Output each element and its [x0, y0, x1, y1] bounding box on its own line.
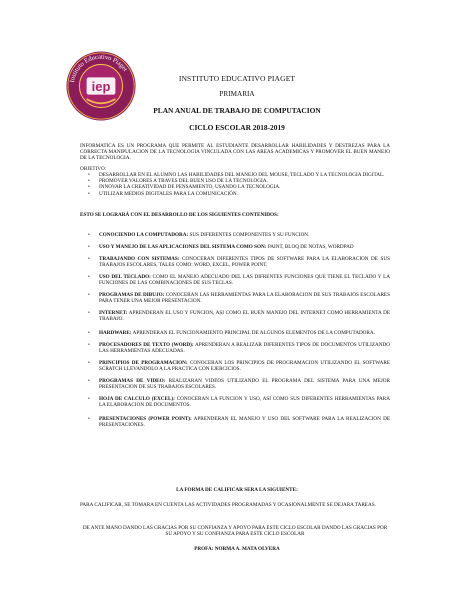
- content-item: • PRESENTACIONES (POWER POINT): APRENDERAN EL MANEJO Y USO DEL SOFTWARE PARA LA REALIZACION DE PRESENTACIONES.: [88, 416, 390, 429]
- school-level: PRIMARIA: [219, 90, 255, 98]
- logo-center-text: iep: [91, 79, 111, 95]
- bullet-icon: •: [88, 341, 90, 348]
- content-item: • USO DEL TECLADO: COMO EL MANEJO ADECUADO DEL LAS DIFRENTES FUNCIONES QUE TIENE EL TECLADO Y LA FUNCIONES DE LAS COMBINACIONES DE SUS TECLAS.: [88, 273, 390, 286]
- bullet-icon: •: [88, 377, 90, 384]
- objective-item: • PROMOVER VALORES A TRAVES DEL BUEN USO DE LA TECNOLOGIA.: [88, 178, 268, 185]
- content-item: • PROGRAMAS DE VIDEO: REALIZARAN VIDEOS UTILIZANDO EL PROGRAMA DEL SISTEMA PARA UNA MEJOR PRESENTACION DE SUS TRABAJOS ESCOLARES.: [88, 377, 390, 390]
- bullet-icon: •: [88, 184, 90, 191]
- intro-paragraph: INFORMATICA ES UN PROGRAMA QUE PERMITE AL ESTUDIANTE DESARROLLAR HABILIDADES Y DESTREZAS PARA LA CORRECTA MANIPULACION DE LA TECNOLOGIA VINCULADA CON LAS AREAS ACADEMICAS Y PROMOVER EL BUEN MANEJO DE LA TECNOLOGIA.: [80, 143, 390, 162]
- content-item: • HARDWARE: APRENDERAN EL FUNCIONAMIENTO PRINCIPAL DE ALGUNOS ELEMENTOS DE LA COMPUTADORA.: [88, 330, 375, 336]
- content-item: • PRINCIPIOS DE PROGRAMACION: CONOCERAN LOS PRINCIPIOS DE PROGRAMACION UTILIZANDO EL SOFTWARE SCRATCH LLEVANDOLO A LA PRACTICA CON EJERCICIOS.: [88, 359, 391, 372]
- bullet-icon: •: [88, 232, 90, 238]
- bullet-icon: •: [88, 178, 90, 185]
- bullet-icon: •: [88, 309, 90, 316]
- teacher-signature: PROFA: NORMA A. MATA OLVERA: [194, 546, 280, 552]
- thanks-paragraph: DE ANTE MANO DANDO LAS GRACIAS POR SU CONFIANZA Y APOYO PARA ESTE CICLO ESCOLAR DANDO LAS GRACIAS POR SU APOYO Y SU CONFIANZA PARA ESTE CICLO ESCOLAR: [82, 525, 388, 538]
- bullet-icon: •: [88, 172, 90, 178]
- content-item: • INTERNET: APRENDERAN EL USO Y FUNCION, ASI COMO EL BUEN MANEJO DEL INTERNET COMO HERRAMIENTA DE TRABAJO.: [88, 309, 390, 322]
- content-item: • HOJA DE CALCULO (EXCEL): CONOCERAN LA FUNCION Y USO, ASI COMO SUS DIFERENTES HERRAMIENTAS PARA LA ELABORACION DE DOCUMENTOS.: [88, 395, 390, 408]
- contents-list: [80, 232, 390, 434]
- content-item: • PROGRAMAS DE DIBUJO: CONOCERAN LAS HERRAMIENTAS PARA LA ELABORACION DE SUS TRABAJOS ESCOLARES PARA TENER UNA MEJOR PRESENTACION.: [88, 291, 390, 304]
- objective-item: • DESARROLLAR EN EL ALUMNO LAS HABILIDADES DEL MANEJO DEL MOUSE, TECLADO Y LA TECNOLOGIA DIGITAL.: [88, 172, 385, 178]
- content-item: • USO Y MANEJO DE LAS APLICACIONES DEL SISTEMA COMO SON: PAINT, BLOQ DE NOTAS, WORDPAD: [88, 243, 354, 250]
- institute-name: INSTITUTO EDUCATIVO PIAGET: [178, 74, 296, 83]
- bullet-icon: •: [88, 359, 90, 366]
- bullet-icon: •: [88, 243, 90, 250]
- content-item: • TRABAJANDO CON SISTEMAS: CONOCERAN DIFERENTES TIPOS DE SOFTWARE PARA LA ELABORACION DE SUS TRABAJOS ESCOLARES, TALES COMO: WORD, EXCEL, POWER POINT.: [88, 255, 390, 268]
- bullet-icon: •: [88, 416, 90, 423]
- objective-item: • UTILIZAR MEDIOS DIGITALES PARA LA COMUNICACIÓN.: [88, 190, 238, 197]
- bullet-icon: •: [88, 291, 90, 298]
- grading-paragraph: PARA CALIFICAR, SE TOMARA EN CUENTA LAS ACTIVIDADES PROGRAMADAS Y OCASIONALMENTE SE DEJARA TAREAS.: [80, 502, 376, 508]
- objective-label: OBJETIVO:: [80, 166, 107, 172]
- content-item: • PROCESADORES DE TEXTO (WORD): APRENDERAN A REALIZAR DIFERENTES TIPOS DE DOCUMENTOS UTILIZANDO LAS HERRAMIENTAS ADECUADAS.: [88, 341, 390, 354]
- grading-heading: LA FORMA DE CALIFICAR SERA LA SIGUIENTE:: [176, 487, 298, 493]
- bullet-icon: •: [88, 330, 90, 336]
- logo-ring-text: Instituto Educativo Piaget: [68, 53, 129, 83]
- bullet-icon: •: [88, 395, 90, 402]
- bullet-icon: •: [88, 273, 90, 280]
- objectives-list: [80, 172, 390, 197]
- contents-heading: ESTO SE LOGRARÁ CON EL DESARROLLO DE LOS SIGUIENTES CONTENIDOS:: [80, 212, 279, 218]
- bullet-icon: •: [88, 255, 90, 262]
- plan-title: PLAN ANUAL DE TRABAJO DE COMPUTACION: [153, 106, 321, 115]
- bullet-icon: •: [88, 190, 90, 197]
- content-item: • CONOCIENDO LA COMPUTADORA: SUS DIFERENTES COMPONENTES Y SU FUNCION.: [88, 232, 310, 238]
- objective-item: • INNOVAR LA CREATIVIDAD DE PENSAMIENTO, USANDO LA TECNOLOGIA.: [88, 184, 281, 191]
- school-cycle: CICLO ESCOLAR 2018-2019: [189, 123, 285, 132]
